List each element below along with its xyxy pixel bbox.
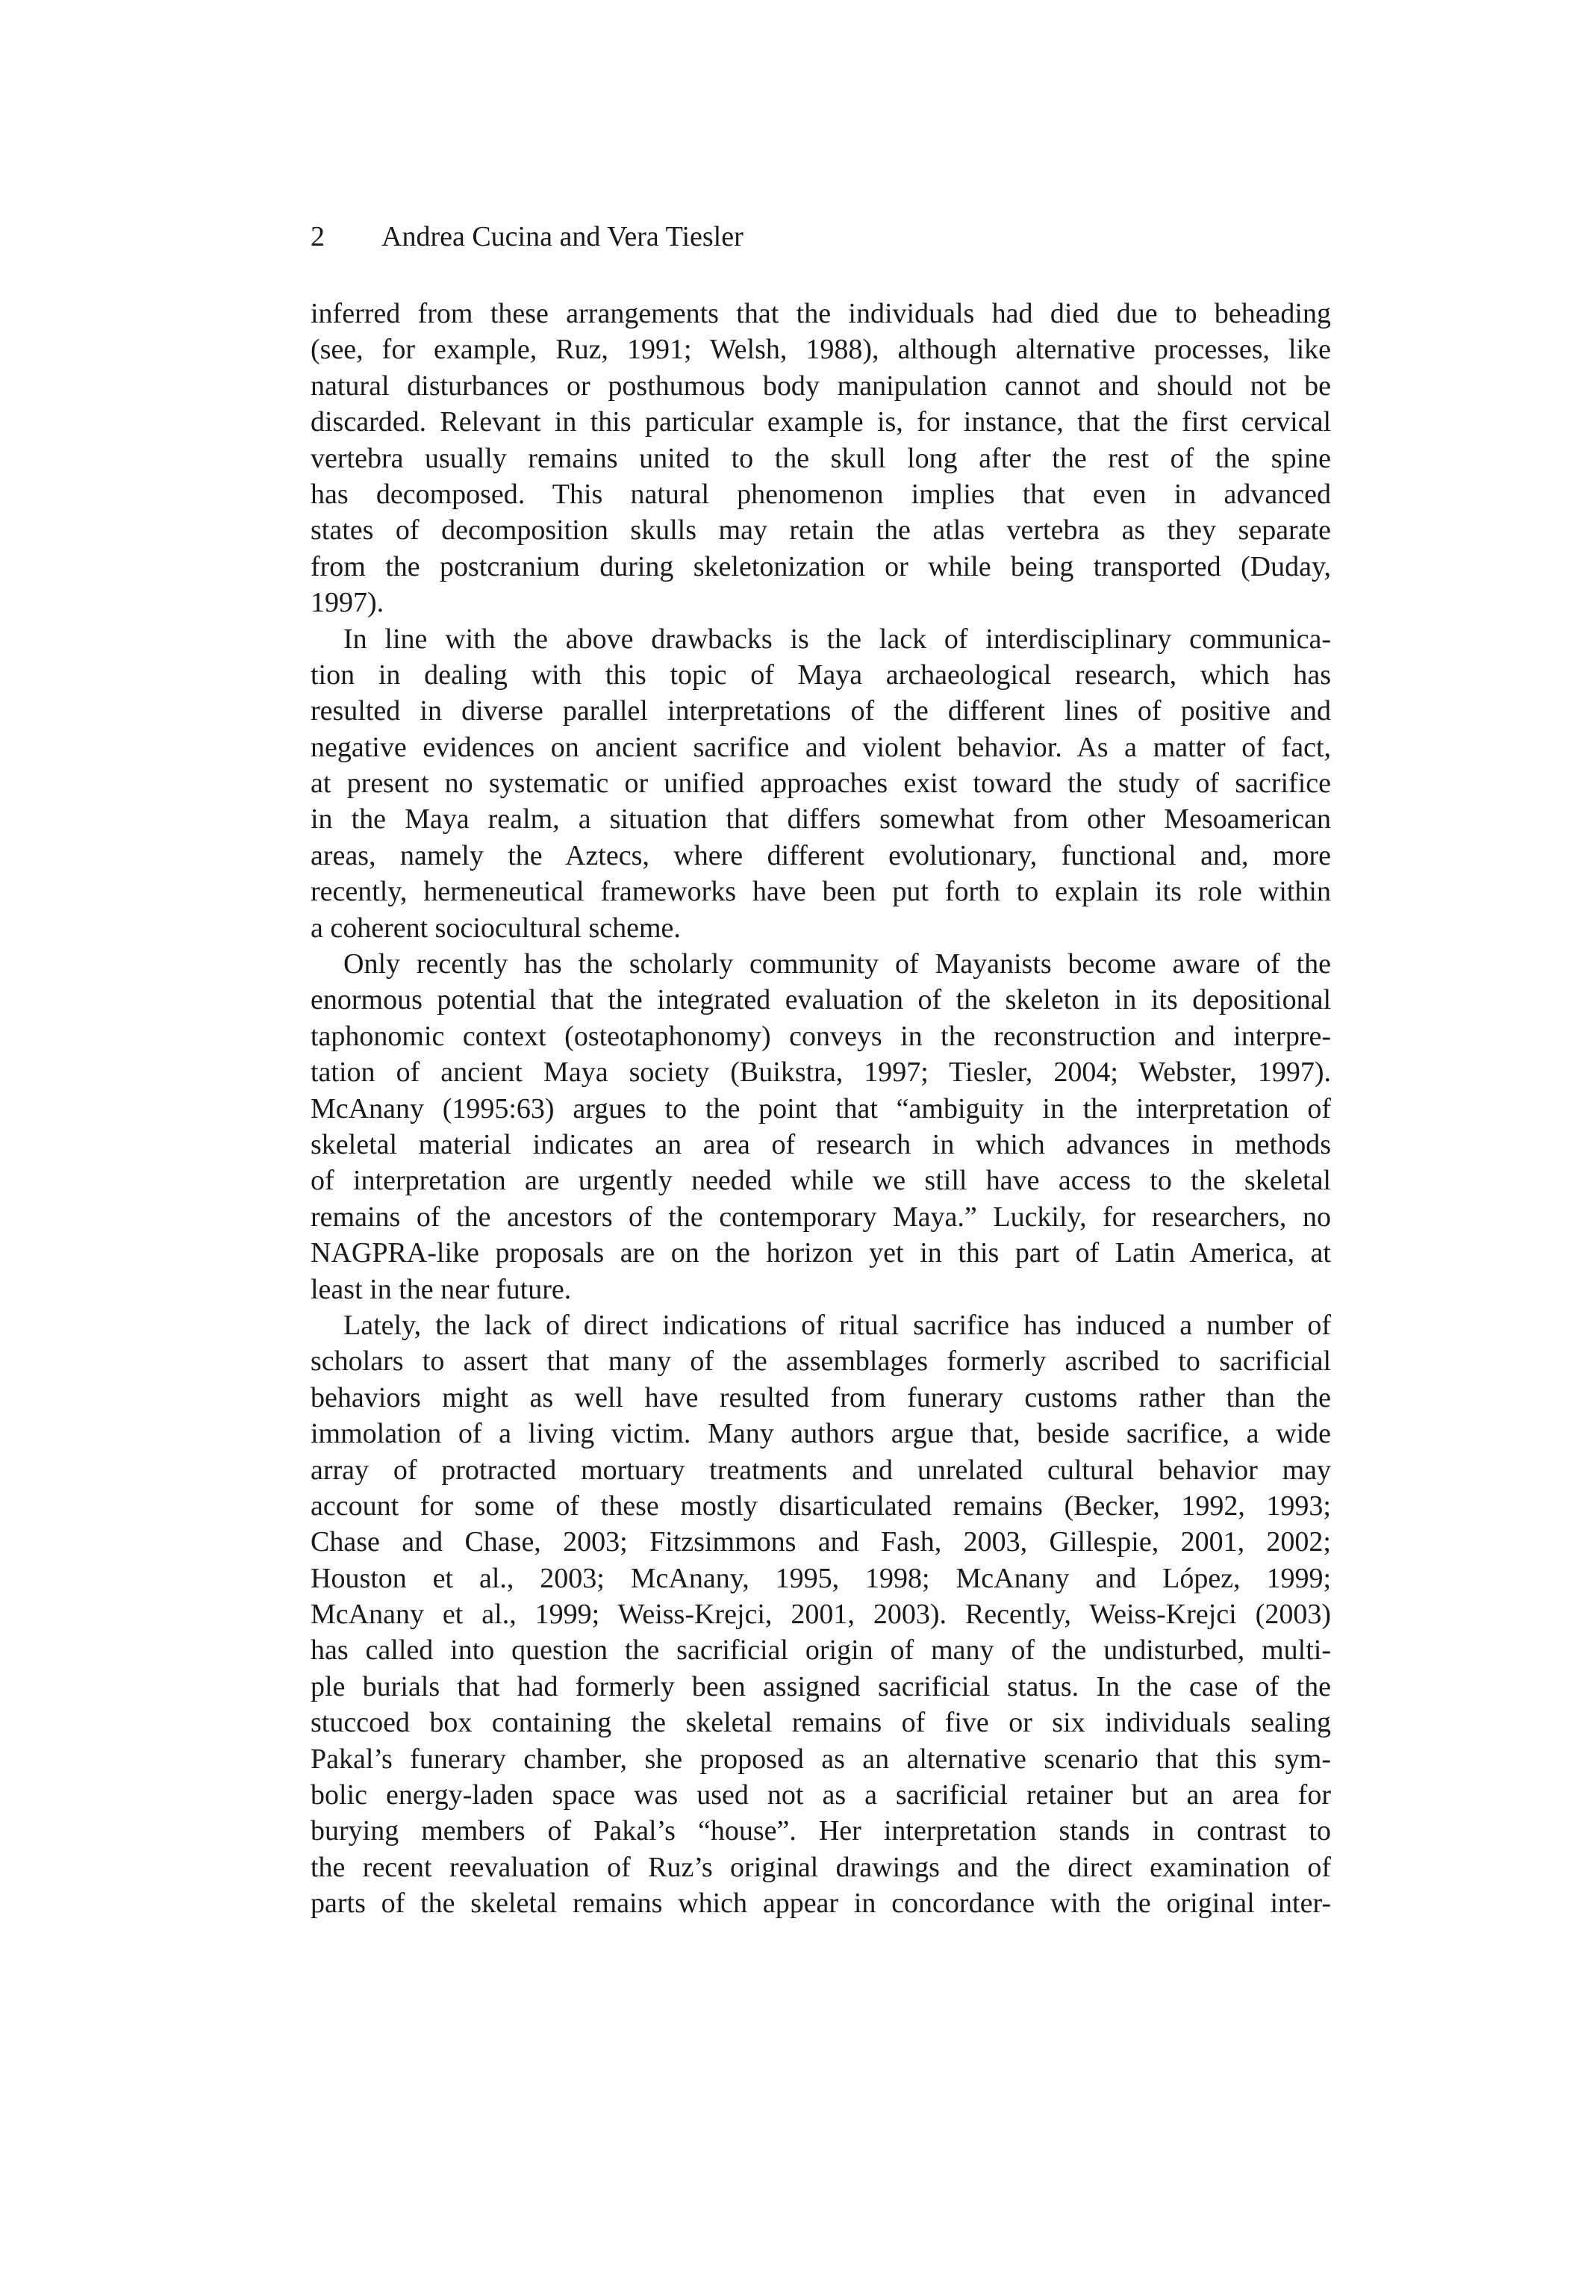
text-line: has decomposed. This natural phenomenon implies that even in advanced bbox=[311, 478, 1331, 510]
text-line: tation of ancient Maya society (Buikstra, 1997; Tiesler, 2004; Webster, 1997). bbox=[311, 1057, 1331, 1089]
text-line: least in the near future. bbox=[311, 1273, 572, 1305]
text-line: of interpretation are urgently needed while we still have access to the skeletal bbox=[311, 1165, 1331, 1197]
text-line: stuccoed box containing the skeletal remains of five or six individuals sealing bbox=[311, 1707, 1331, 1739]
text-line: Houston et al., 2003; McAnany, 1995, 1998; McAnany and López, 1999; bbox=[311, 1562, 1331, 1594]
text-line: (see, for example, Ruz, 1991; Welsh, 1988), although alternative processes, like bbox=[311, 334, 1331, 366]
text-line: vertebra usually remains united to the skull long after the rest of the spine bbox=[311, 442, 1331, 474]
text-line: NAGPRA-like proposals are on the horizon yet in this part of Latin America, at bbox=[311, 1237, 1331, 1269]
text-line: account for some of these mostly disarticulated remains (Becker, 1992, 1993; bbox=[311, 1490, 1331, 1522]
text-line: states of decomposition skulls may retain the atlas vertebra as they separate bbox=[311, 514, 1331, 547]
header-authors: Andrea Cucina and Vera Tiesler bbox=[381, 221, 744, 252]
text-line: Lately, the lack of direct indications of ritual sacrifice has induced a number of bbox=[343, 1309, 1331, 1341]
paragraph bbox=[311, 296, 1331, 621]
text-line: scholars to assert that many of the assemblages formerly ascribed to sacrificial bbox=[311, 1345, 1331, 1378]
text-line: Chase and Chase, 2003; Fitzsimmons and Fash, 2003, Gillespie, 2001, 2002; bbox=[311, 1526, 1331, 1558]
text-line: bolic energy-laden space was used not as a sacrificial retainer but an area for bbox=[311, 1779, 1331, 1811]
text-line: taphonomic context (osteotaphonomy) conveys in the reconstruction and interpre- bbox=[311, 1020, 1331, 1052]
body-text bbox=[311, 296, 1331, 1922]
text-line: from the postcranium during skeletonization or while being transported (Duday, bbox=[311, 550, 1331, 582]
text-line: has called into question the sacrificial origin of many of the undisturbed, multi- bbox=[311, 1634, 1331, 1667]
text-line: discarded. Relevant in this particular example is, for instance, that the first cervical bbox=[311, 406, 1331, 438]
text-line: at present no systematic or unified approaches exist toward the study of sacrifice bbox=[311, 768, 1331, 800]
text-line: parts of the skeletal remains which appear in concordance with the original inter- bbox=[311, 1888, 1331, 1920]
paragraph bbox=[311, 1307, 1331, 1922]
text-line: behaviors might as well have resulted from funerary customs rather than the bbox=[311, 1381, 1331, 1413]
text-line: Pakal’s funerary chamber, she proposed as an alternative scenario that this sym- bbox=[311, 1743, 1331, 1775]
text-line: immolation of a living victim. Many authors argue that, beside sacrifice, a wide bbox=[311, 1418, 1331, 1450]
text-line: skeletal material indicates an area of research in which advances in methods bbox=[311, 1128, 1331, 1160]
text-line: McAnany et al., 1999; Weiss-Krejci, 2001, 2003). Recently, Weiss-Krejci (2003) bbox=[311, 1599, 1331, 1631]
text-line: array of protracted mortuary treatments and unrelated cultural behavior may bbox=[311, 1454, 1331, 1486]
text-line: negative evidences on ancient sacrifice and violent behavior. As a matter of fact, bbox=[311, 731, 1331, 763]
paragraph bbox=[311, 621, 1331, 947]
text-line: ple burials that had formerly been assigned sacrificial status. In the case of the bbox=[311, 1670, 1331, 1702]
text-line: natural disturbances or posthumous body manipulation cannot and should not be bbox=[311, 370, 1331, 402]
text-line: Only recently has the scholarly community of Mayanists become aware of the bbox=[343, 948, 1331, 980]
text-line: inferred from these arrangements that the individuals had died due to beheading bbox=[311, 298, 1331, 329]
paragraph bbox=[311, 946, 1331, 1307]
text-line: areas, namely the Aztecs, where different evolutionary, functional and, more bbox=[311, 839, 1331, 871]
text-line: remains of the ancestors of the contemporary Maya.” Luckily, for researchers, no bbox=[311, 1201, 1331, 1233]
text-line: resulted in diverse parallel interpretations of the different lines of positive and bbox=[311, 695, 1331, 727]
text-line: tion in dealing with this topic of Maya archaeological research, which has bbox=[311, 659, 1331, 691]
text-line: enormous potential that the integrated evaluation of the skeleton in its depositional bbox=[311, 984, 1331, 1016]
text-line: recently, hermeneutical frameworks have been put forth to explain its role within bbox=[311, 876, 1331, 908]
text-line: burying members of Pakal’s “house”. Her interpretation stands in contrast to bbox=[311, 1815, 1331, 1847]
text-line: In line with the above drawbacks is the lack of interdisciplinary communica- bbox=[343, 623, 1331, 655]
page-number: 2 bbox=[311, 221, 325, 252]
text-line: a coherent sociocultural scheme. bbox=[311, 912, 681, 944]
text-line: the recent reevaluation of Ruz’s original drawings and the direct examination of bbox=[311, 1851, 1331, 1883]
running-header bbox=[311, 219, 744, 255]
text-line: McAnany (1995:63) argues to the point that “ambiguity in the interpretation of bbox=[311, 1092, 1331, 1124]
text-line: in the Maya realm, a situation that differs somewhat from other Mesoamerican bbox=[311, 803, 1331, 836]
text-line: 1997). bbox=[311, 587, 384, 619]
